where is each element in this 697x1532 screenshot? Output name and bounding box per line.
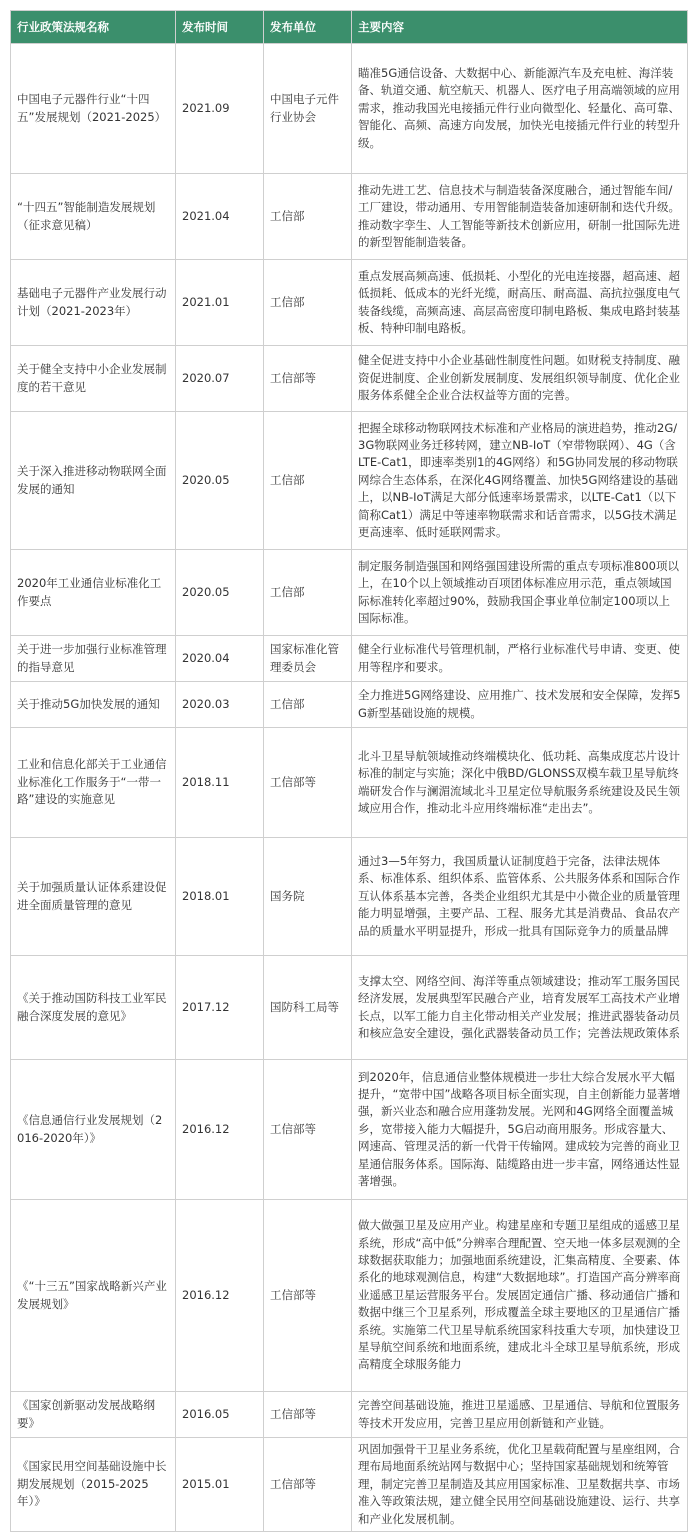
publish-date-cell: 2018.01 [176,838,264,956]
publish-date-cell: 2020.05 [176,550,264,636]
table-row [11,838,688,956]
policy-name-cell: 基础电子元器件产业发展行动计划（2021-2023年） [11,260,176,346]
header-policy-name: 行业政策法规名称 [11,11,176,44]
table-row [11,412,688,550]
publish-date-cell: 2021.04 [176,174,264,260]
publish-date-cell: 2021.01 [176,260,264,346]
main-content-cell: 全力推进5G网络建设、应用推广、技术发展和安全保障，发挥5G新型基础设施的规模。 [352,682,688,728]
publisher-cell: 工信部 [264,260,352,346]
publisher-cell: 国防科工局等 [264,956,352,1060]
publisher-cell: 工信部 [264,682,352,728]
main-content-cell: 健全行业标准代号管理机制，严格行业标准代号申请、变更、使用等程序和要求。 [352,636,688,682]
publish-date-cell: 2016.05 [176,1392,264,1438]
main-content-cell: 通过3—5年努力，我国质量认证制度趋于完备，法律法规体系、标准体系、组织体系、监管体系、公共服务体系和国际合作互认体系基本完善，各类企业组织尤其是中小微企业的质量管理能力明显增强，主要产品、工程、服务尤其是消费品、食品农产品的质量水平明显提升，形成一批具有国际竞争力的质量品牌 [352,838,688,956]
publisher-cell: 中国电子元件行业协会 [264,44,352,174]
main-content-cell: 制定服务制造强国和网络强国建设所需的重点专项标准800项以上，在10个以上领域推动百项团体标准应用示范，重点领域国际标准转化率超过90%，鼓励我国企事业单位制定100项以上国际标准。 [352,550,688,636]
publish-date-cell: 2015.01 [176,1438,264,1532]
policy-name-cell: 关于加强质量认证体系建设促进全面质量管理的意见 [11,838,176,956]
policy-name-cell: 中国电子元器件行业“十四五”发展规划（2021-2025） [11,44,176,174]
publisher-cell: 工信部等 [264,1438,352,1532]
main-content-cell: 瞄准5G通信设备、大数据中心、新能源汽车及充电桩、海洋装备、轨道交通、航空航天、机器人、医疗电子用高端领域的应用需求，推动我国光电接插元件行业向微型化、轻量化、高可靠、智能化、高频、高速方向发展，加快光电接插元件行业的转型升级。 [352,44,688,174]
table-row [11,260,688,346]
main-content-cell: 把握全球移动物联网技术标准和产业格局的演进趋势，推动2G/3G物联网业务迁移转网，建立NB-IoT（窄带物联网）、4G（含LTE-Cat1，即速率类别1的4G网络）和5G协同发展的移动物联网综合生态体系，在深化4G网络覆盖、加快5G网络建设的基础上，以NB-IoT满足大部分低速率场景需求，以LTE-Cat1（以下简称Cat1）满足中等速率物联需求和话音需求，以5G技术满足更高速率、低时延联网需求。 [352,412,688,550]
main-content-cell: 完善空间基础设施，推进卫星遥感、卫星通信、导航和位置服务等技术开发应用，完善卫星应用创新链和产业链。 [352,1392,688,1438]
table-row [11,682,688,728]
publisher-cell: 工信部等 [264,1060,352,1200]
publish-date-cell: 2020.04 [176,636,264,682]
main-content-cell: 重点发展高频高速、低损耗、小型化的光电连接器，超高速、超低损耗、低成本的光纤光缆，耐高压、耐高温、高抗拉强度电气装备线缆，高频高速、高层高密度印制电路板、集成电路封装基板、特种印制电路板。 [352,260,688,346]
policy-name-cell: 《信息通信行业发展规划（2016-2020年）》 [11,1060,176,1200]
main-content-cell: 健全促进支持中小企业基础性制度性问题。如财税支持制度、融资促进制度、企业创新发展制度、发展组织领导制度、优化企业服务体系健全企业合法权益等方面的完善。 [352,346,688,412]
table-row [11,636,688,682]
publisher-cell: 工信部等 [264,1200,352,1392]
table-row [11,1438,688,1532]
header-main-content: 主要内容 [352,11,688,44]
publish-date-cell: 2018.11 [176,728,264,838]
publisher-cell: 工信部 [264,174,352,260]
policy-name-cell: 2020年工业通信业标准化工作要点 [11,550,176,636]
policy-name-cell: 工业和信息化部关于工业通信业标准化工作服务于“一带一路”建设的实施意见 [11,728,176,838]
table-row [11,1060,688,1200]
policy-name-cell: 《“十三五”国家战略新兴产业发展规划》 [11,1200,176,1392]
main-content-cell: 巩固加强骨干卫星业务系统，优化卫星载荷配置与星座组网，合理布局地面系统站网与数据中心；坚持国家基础规划和统筹管理，制定完善卫星制造及其应用国家标准、卫星数据共享、市场准入等政策法规，建立健全民用空间基础设施建设、运行、共享和产业化发展机制。 [352,1438,688,1532]
main-content-cell: 到2020年，信息通信业整体规模进一步壮大综合发展水平大幅提升，“宽带中国”战略各项目标全面实现，自主创新能力显著增强，新兴业态和融合应用蓬勃发展。光网和4G网络全面覆盖城乡，宽带接入能力大幅提升，5G启动商用服务。形成容量大、网速高、管理灵活的新一代骨干传输网。建成较为完善的商业卫星通信服务体系。国际海、陆缆路由进一步丰富，网络通达性显著增强。 [352,1060,688,1200]
publisher-cell: 工信部 [264,550,352,636]
table-body [11,44,688,1532]
policy-name-cell: 《国家民用空间基础设施中长期发展规划（2015-2025年）》 [11,1438,176,1532]
publisher-cell: 国家标准化管理委员会 [264,636,352,682]
publish-date-cell: 2021.09 [176,44,264,174]
table-row [11,956,688,1060]
publish-date-cell: 2016.12 [176,1060,264,1200]
header-row [11,11,688,44]
table-row [11,346,688,412]
table-row [11,174,688,260]
publish-date-cell: 2020.05 [176,412,264,550]
publisher-cell: 工信部等 [264,346,352,412]
table-row [11,1392,688,1438]
policy-name-cell: 关于推动5G加快发展的通知 [11,682,176,728]
publisher-cell: 工信部等 [264,1392,352,1438]
main-content-cell: 支撑太空、网络空间、海洋等重点领域建设；推动军工服务国民经济发展，发展典型军民融合产业，培育发展军工高技术产业增长点，以军工能力自主化带动相关产业发展；推进武器装备动员和核应急安全建设，强化武器装备动员工作；完善法规政策体系 [352,956,688,1060]
table-row [11,1200,688,1392]
policy-name-cell: 关于健全支持中小企业发展制度的若干意见 [11,346,176,412]
publish-date-cell: 2020.03 [176,682,264,728]
header-publisher: 发布单位 [264,11,352,44]
table-row [11,550,688,636]
table-row [11,728,688,838]
publish-date-cell: 2016.12 [176,1200,264,1392]
policy-name-cell: 关于进一步加强行业标准管理的指导意见 [11,636,176,682]
policy-name-cell: 关于深入推进移动物联网全面发展的通知 [11,412,176,550]
policy-table [10,10,688,1532]
main-content-cell: 推动先进工艺、信息技术与制造装备深度融合，通过智能车间/工厂建设，带动通用、专用智能制造装备加速研制和迭代升级。推动数字孪生、人工智能等新技术创新应用，研制一批国际先进的新型智能制造装备。 [352,174,688,260]
table-header [11,11,688,44]
main-content-cell: 做大做强卫星及应用产业。构建星座和专题卫星组成的遥感卫星系统，形成“高中低”分辨率合理配置、空天地一体多层观测的全球数据获取能力；加强地面系统建设，汇集高精度、全要素、体系化的地球观测信息，构建“大数据地球”。打造国产高分辨率商业遥感卫星运营服务平台。发展固定通信广播、移动通信广播和数据中继三个卫星系列，形成覆盖全球主要地区的卫星通信广播系统。实施第二代卫星导航系统国家科技重大专项，加快建设卫星导航空间系统和地面系统，建成北斗全球卫星导航系统，形成高精度全球服务能力 [352,1200,688,1392]
publish-date-cell: 2020.07 [176,346,264,412]
policy-name-cell: “十四五”智能制造发展规划（征求意见稿） [11,174,176,260]
publisher-cell: 工信部等 [264,728,352,838]
policy-name-cell: 《关于推动国防科技工业军民融合深度发展的意见》 [11,956,176,1060]
policy-name-cell: 《国家创新驱动发展战略纲要》 [11,1392,176,1438]
main-content-cell: 北斗卫星导航领域推动终端模块化、低功耗、高集成度芯片设计标准的制定与实施；深化中俄BD/GLONSS双模车载卫星导航终端研发合作与澜湄流域北斗卫星定位导航服务系统建设及民生领域应用合作，推动北斗应用终端标准“走出去”。 [352,728,688,838]
publish-date-cell: 2017.12 [176,956,264,1060]
table-row [11,44,688,174]
publisher-cell: 国务院 [264,838,352,956]
header-publish-date: 发布时间 [176,11,264,44]
publisher-cell: 工信部 [264,412,352,550]
